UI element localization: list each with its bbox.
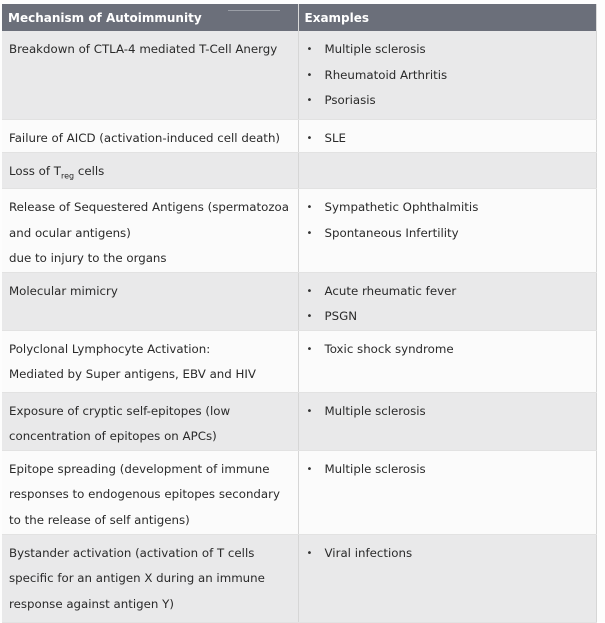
mechanism-line: due to injury to the organs xyxy=(9,251,167,266)
mechanism-line: Breakdown of CTLA-4 mediated T-Cell Anergy xyxy=(9,42,278,56)
examples-cell xyxy=(298,31,596,119)
mechanism-line: Failure of AICD (activation-induced cell death) xyxy=(9,130,281,145)
example-item: • Spontaneous Infertility xyxy=(307,221,596,247)
mechanism-cell xyxy=(2,189,298,273)
mechanism-line: Exposure of cryptic self-epitopes (low xyxy=(9,403,231,418)
mechanism-line: Release of Sequestered Antigens (spermatozoa xyxy=(9,200,289,215)
autoimmunity-table xyxy=(2,4,597,623)
mechanism-line: Bystander activation (activation of T cells xyxy=(9,545,255,560)
mechanism-line: concentration of epitopes on APCs) xyxy=(9,429,217,444)
table-row xyxy=(2,189,596,273)
table-row xyxy=(2,272,596,330)
mechanism-text: cells xyxy=(74,163,105,178)
example-item: • Psoriasis xyxy=(307,88,596,114)
mechanism-cell xyxy=(2,31,298,119)
mechanism-line: specific for an antigen X during an immune xyxy=(9,571,265,586)
example-item: • Multiple sclerosis xyxy=(307,457,596,483)
mechanism-cell xyxy=(2,450,298,534)
table-row xyxy=(2,152,596,189)
examples-cell xyxy=(298,534,596,622)
example-item: • Acute rheumatic fever xyxy=(307,279,596,305)
example-item: • Multiple sclerosis xyxy=(307,37,596,63)
mechanism-line: responses to endogenous epitopes secondary xyxy=(9,487,280,502)
mechanism-line xyxy=(9,159,298,189)
table-row xyxy=(2,330,596,392)
mechanism-cell xyxy=(2,119,298,152)
examples-cell xyxy=(298,392,596,450)
mechanism-line: Epitope spreading (development of immune xyxy=(9,461,270,476)
examples-cell xyxy=(298,189,596,273)
mechanism-cell xyxy=(2,392,298,450)
mechanism-text: Loss of T xyxy=(9,163,61,178)
example-item: • Toxic shock syndrome xyxy=(307,337,596,363)
mechanism-subscript: reg xyxy=(60,170,75,180)
examples-cell xyxy=(298,450,596,534)
header-examples: Examples xyxy=(298,4,596,31)
example-item: • PSGN xyxy=(307,304,596,330)
mechanism-line: to the release of self antigens) xyxy=(9,512,190,527)
table-row xyxy=(2,392,596,450)
example-item: • Rheumatoid Arthritis xyxy=(307,63,596,89)
mechanism-cell xyxy=(2,330,298,392)
table-header-row xyxy=(2,4,596,31)
mechanism-line: and ocular antigens) xyxy=(9,225,131,240)
example-item: • Sympathetic Ophthalmitis xyxy=(307,195,596,221)
table-row xyxy=(2,450,596,534)
mechanism-cell xyxy=(2,152,298,189)
example-item: • Multiple sclerosis xyxy=(307,399,596,425)
mechanism-line: Mediated by Super antigens, EBV and HIV xyxy=(9,367,256,382)
mechanism-line: Molecular mimicry xyxy=(9,283,118,298)
examples-cell xyxy=(298,330,596,392)
mechanism-line: Polyclonal Lymphocyte Activation: xyxy=(9,341,211,356)
example-item: • SLE xyxy=(307,126,596,152)
examples-cell xyxy=(298,119,596,152)
example-item: • Viral infections xyxy=(307,541,596,567)
header-mechanism: Mechanism of Autoimmunity xyxy=(2,4,298,31)
mechanism-line: response against antigen Y) xyxy=(9,596,174,611)
table-row xyxy=(2,534,596,622)
examples-cell xyxy=(298,152,596,189)
table-row xyxy=(2,119,596,152)
header-scan-mark xyxy=(228,10,280,11)
table-row xyxy=(2,31,596,119)
examples-cell xyxy=(298,272,596,330)
mechanism-cell xyxy=(2,272,298,330)
mechanism-cell xyxy=(2,534,298,622)
